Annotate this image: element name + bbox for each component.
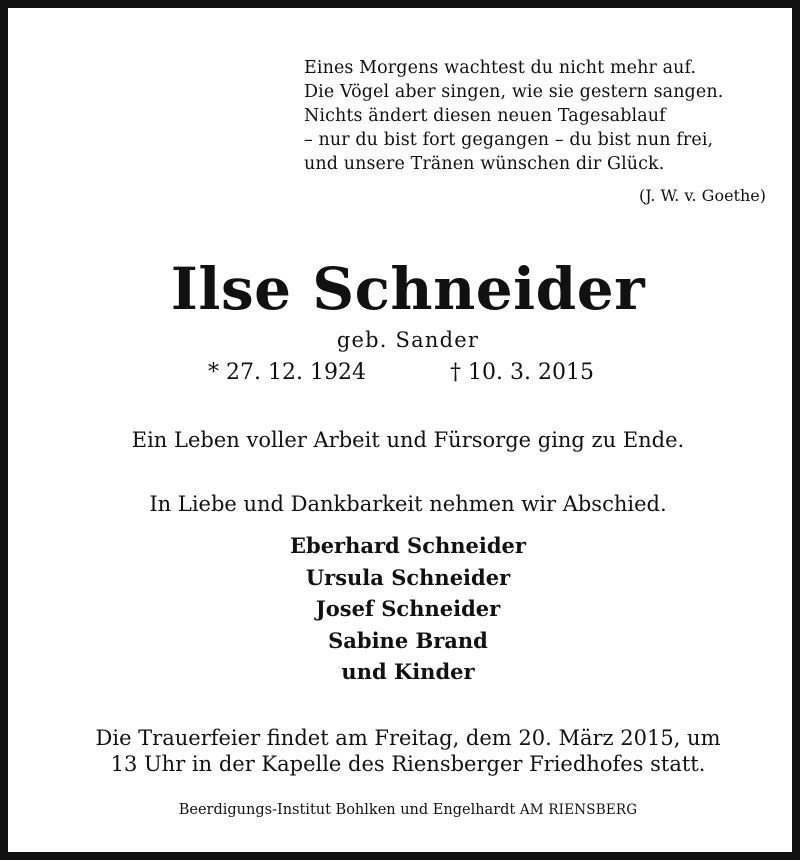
ceremony-info bbox=[8, 725, 800, 777]
poem-attribution: (J. W. v. Goethe) bbox=[638, 186, 766, 205]
mourners-list bbox=[8, 530, 800, 688]
mourner-name: Josef Schneider bbox=[315, 596, 501, 621]
poem-line: Die Vögel aber singen, wie sie gestern sangen. bbox=[304, 82, 724, 102]
poem bbox=[304, 56, 774, 176]
funeral-home bbox=[8, 802, 800, 818]
farewell-text: In Liebe und Dankbarkeit nehmen wir Abschied. bbox=[149, 492, 667, 516]
maiden-name: geb. Sander bbox=[336, 328, 480, 352]
funeral-home-name: Beerdigungs-Institut Bohlken und Engelhardt bbox=[178, 802, 516, 818]
mourner-name: Sabine Brand bbox=[328, 627, 488, 653]
mourner-name: Ursula Schneider bbox=[305, 564, 511, 590]
poem-line: und unsere Tränen wünschen dir Glück. bbox=[304, 154, 665, 174]
ceremony-line: 13 Uhr in der Kapelle des Riensberger Friedhofes statt. bbox=[110, 752, 706, 776]
deceased-name: Ilse Schneider bbox=[170, 255, 646, 323]
funeral-home-location: AM RIENSBERG bbox=[519, 802, 638, 818]
mourner-name: und Kinder bbox=[341, 659, 475, 684]
birth-date: * 27. 12. 1924 bbox=[208, 360, 366, 385]
poem-line: Eines Morgens wachtest du nicht mehr auf. bbox=[304, 58, 697, 78]
mourner-name: Eberhard Schneider bbox=[290, 533, 526, 558]
poem-line: – nur du bist fort gegangen – du bist nun frei, bbox=[304, 130, 714, 150]
poem-line: Nichts ändert diesen neuen Tagesablauf bbox=[304, 106, 666, 126]
ceremony-line: Die Trauerfeier findet am Freitag, dem 20. März 2015, um bbox=[95, 726, 721, 750]
death-date: † 10. 3. 2015 bbox=[450, 360, 594, 385]
tribute-text: Ein Leben voller Arbeit und Fürsorge ging zu Ende. bbox=[131, 428, 685, 452]
